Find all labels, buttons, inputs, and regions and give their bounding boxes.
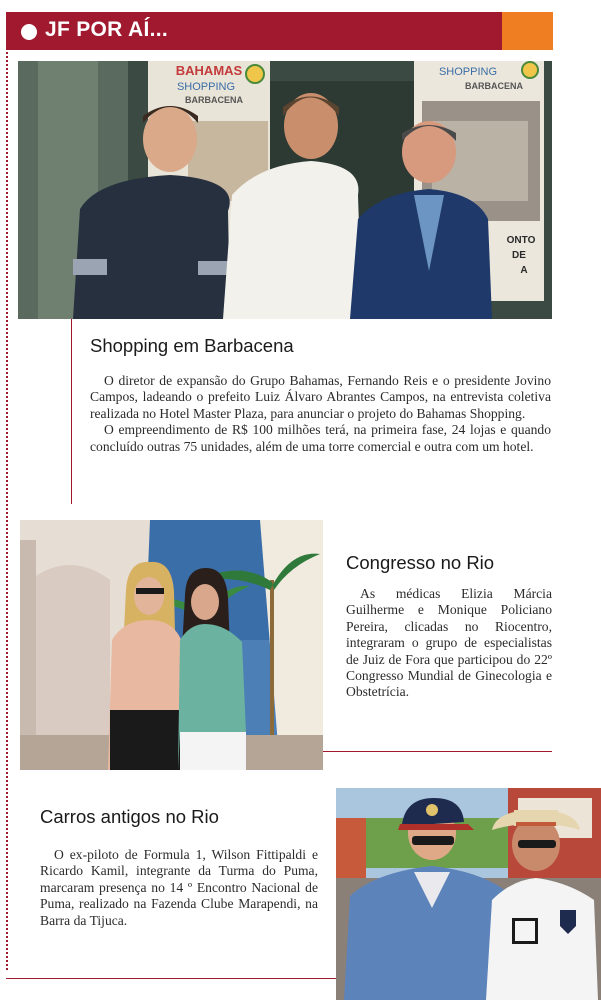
story3-paragraph: O ex-piloto de Formula 1, Wilson Fittipaldi e Ricardo Kamil, integrante da Turma do Puma, marcaram presença no 14 º Encontro Nacional de Puma, realizado na Fazenda Clube Marapendi, na Barra da Tijuca. — [40, 847, 318, 928]
story1-rule-vertical — [71, 319, 72, 504]
dotted-margin-rule — [6, 52, 8, 970]
photo-shopping-barbacena — [18, 61, 552, 319]
banner-left-city: BARBACENA — [185, 95, 243, 105]
story2-body — [346, 586, 552, 701]
section-title: JF POR AÍ... — [45, 18, 169, 41]
header-accent-block — [502, 12, 553, 50]
story3-body — [40, 847, 318, 929]
banner-left-brand-mid: SHOPPING — [176, 81, 236, 93]
story1-body — [90, 373, 551, 455]
story3-title: Carros antigos no Rio — [40, 806, 219, 827]
story1-paragraph-2: O empreendimento de R$ 100 milhões terá, na primeira fase, 24 lojas e quando concluído outras 75 unidades, além de uma torre comercial e outra com um hotel. — [90, 422, 551, 454]
banner-right-city: BARBACENA — [465, 81, 523, 91]
photo-congresso-rio — [20, 520, 323, 770]
banner-right-brand-mid: SHOPPING — [438, 66, 498, 78]
banner-right-partial-1: ONTO — [506, 235, 536, 246]
story1-paragraph-1: O diretor de expansão do Grupo Bahamas, Fernando Reis e o presidente Jovino Campos, ladeando o prefeito Luiz Álvaro Abrantes Campos, na entrevista coletiva realizada no Hotel Master Plaza, para anunciar o projeto do Bahamas Shopping. — [90, 373, 551, 421]
story2-title: Congresso no Rio — [346, 552, 495, 573]
banner-right-partial-3: A — [520, 265, 528, 276]
bullet-dot-icon — [21, 24, 37, 40]
story1-title: Shopping em Barbacena — [90, 335, 294, 356]
story3-rule-horizontal — [6, 978, 336, 979]
story2-rule-horizontal — [323, 751, 552, 752]
banner-right-partial-2: DE — [512, 250, 526, 261]
story2-paragraph: As médicas Elizia Márcia Guilherme e Monique Policiano Pereira, clicadas no Riocentro, integraram o grupo de especialistas de Juiz de Fora que participou do 22º Congresso Mundial de Ginecologia e Obstetrícia. — [346, 586, 552, 700]
banner-left-brand-top: BAHAMAS — [175, 63, 243, 78]
photo-carros-antigos — [336, 788, 601, 1000]
